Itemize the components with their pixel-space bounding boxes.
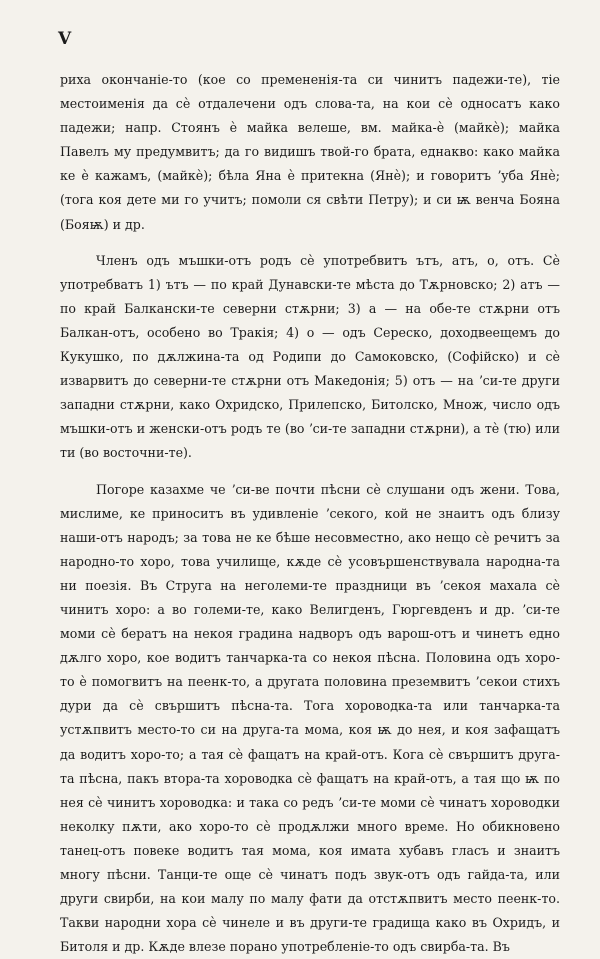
paragraph-3: Погоре казахме че ʼси-ве почти пѣсни сѐ слушани одъ жени. Това, мислиме, ке приноситъ въ удивленіе ʼсекого, кой не знаитъ одъ близу наши-отъ народъ; за това не ке бѣше несовместно, ако нещо сѐ речитъ за народно-то хоро, това училище, кѫде сѐ усовършенствувала народна-та ни поезія. Въ Струга на неголеми-те праздници въ ʼсекоя махала сѐ чинитъ хоро: а во големи-те, како Велигденъ, Гюргевденъ и др. ʼси-те моми сѐ бератъ на некоя градина надворъ одъ варош-отъ и чинетъ едно дѫлго хоро, кое водитъ танчарка-та со некоя пѣсна. Половина одъ хоро-то ѐ помогвитъ на пеенк-то, а другата половина преземвитъ ʼсекои стихъ дури да сѐ свършитъ пѣсна-та. Тога хороводка-та или танчарка-та устѫпвитъ место-то си на друга-та мома, коя ѭ до нея, и коя зафащатъ да водитъ хоро-то; а тая сѐ фащатъ на край-отъ. Кога сѐ свършитъ друга-та пѣсна, пакъ втора-та хороводка сѐ фащатъ на край-отъ, а тая що ѭ по нея сѐ чинитъ хороводка: и така со редъ ʼси-те моми сѐ чинатъ хороводки неколку пѫти, ако хоро-то сѐ продѫлжи много време. Но обикновено танец-отъ повеке водитъ тая мома, коя имата хубавъ гласъ и знаитъ многу пѣсни. Танци-те още сѐ чинатъ подъ звук-отъ одъ гайда-та, или други свирби, на кои малу по малу фати да отстѫпвитъ место пеенк-то. Такви народни хора сѐ чинеле и въ други-те градища како въ Охридъ, и Битоля и др. Кѫде влезе порано употребленіе-то одъ свирба-та. Въ	[60, 478, 560, 959]
paragraph-1: риха окончаніе-то (кое со премененія-та си чинитъ падежи-те), тіе местоименія да сѐ отдалечени одъ слова-та, на кои сѐ односатъ како падежи; напр. Стоянъ ѐ майка велеше, вм. майка-ѐ (майкѐ); майка Павелъ му предумвитъ; да го видишъ твой-го брата, еднакво: како майка ке ѐ кажамъ, (майкѐ); бѣла Яна ѐ притекна (Янѐ); и говоритъ ʼуба Янѐ; (тога коя дете ми го учитъ; помоли ся свѣти Петру); и си ѭ венча Бояна (Бояѭ) и др.	[60, 68, 560, 237]
page-body	[60, 34, 560, 959]
page-number: V	[58, 29, 71, 49]
paragraph-2: Членъ одъ мъшки-отъ родъ сѐ употребвитъ ътъ, атъ, о, отъ. Сѐ употребватъ 1) ътъ — по край Дунавски-те мѣста до Тѫрновско; 2) атъ — по край Балкански-те северни стѫрни; 3) а — на обе-те стѫрни отъ Балкан-отъ, особено во Тракія; 4) о — одъ Сереско, доходвеещемъ до Кукушко, по дѫлжина-та од Родипи до Самоковско, (Софійско) и сѐ изварвитъ до северни-те стѫрни отъ Македонія; 5) отъ — на ʼси-те други западни стѫрни, како Охридско, Прилепско, Битолско, Множ, число одъ мъшки-отъ и женски-отъ родъ те (во ʼси-те западни стѫрни), а тѐ (тю) или ти (во восточни-те).	[60, 249, 560, 466]
